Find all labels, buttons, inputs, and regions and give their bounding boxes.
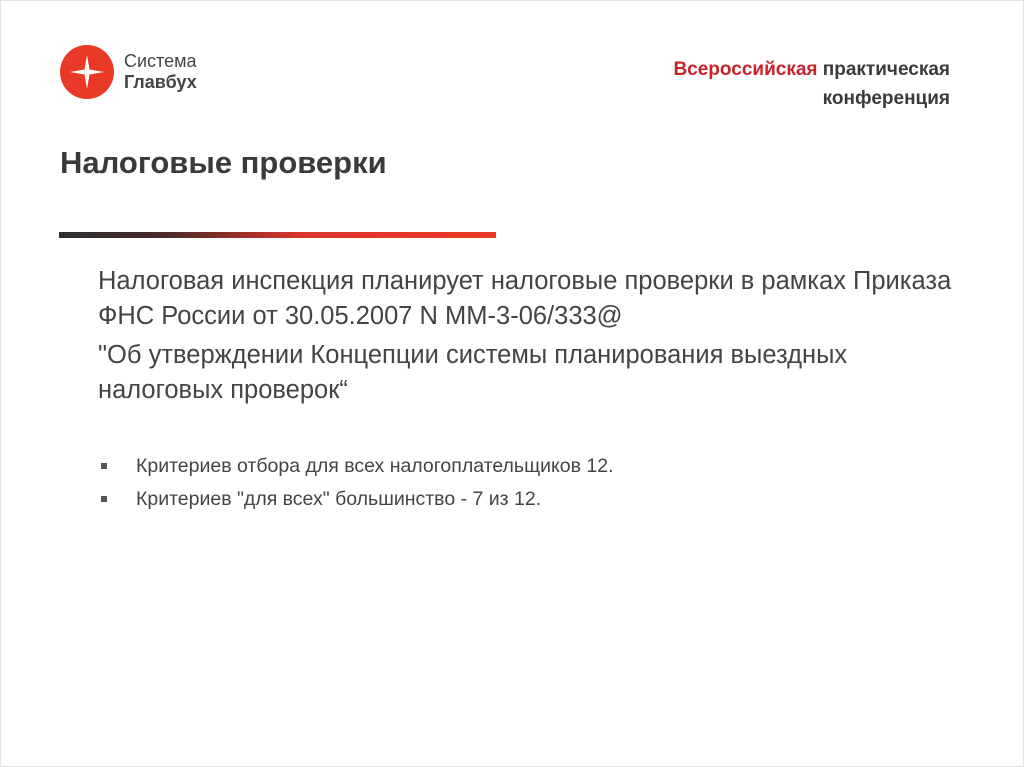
conference-accent: Всероссийская [673,59,818,80]
title-divider [59,232,496,238]
logo-text-line2: Главбух [124,72,197,92]
paragraph-order: Налоговая инспекция планирует налоговые проверки в рамках Приказа ФНС России от 30.05.2007 N ММ-3-06/333@ [98,267,952,330]
paragraph-concept: "Об утверждении Концепции системы планирования выездных налоговых проверок“ [98,341,848,404]
list-item [100,485,614,514]
star-burst-icon [60,45,114,99]
slide-title: Налоговые проверки [60,145,387,180]
bullet-text: Критериев "для всех" большинство - 7 из 12. [136,488,542,510]
body-text [98,264,978,412]
conference-line1-rest: практическая [822,59,950,80]
bullet-text: Критериев отбора для всех налогоплательщиков 12. [136,455,614,477]
conference-label [673,55,950,113]
logo-text-line1: Система [124,51,197,71]
conference-line2: конференция [822,88,950,109]
logo [60,45,197,99]
list-item [100,452,614,481]
square-bullet-icon [101,496,107,502]
square-bullet-icon [101,463,107,469]
bullet-list [100,452,614,518]
